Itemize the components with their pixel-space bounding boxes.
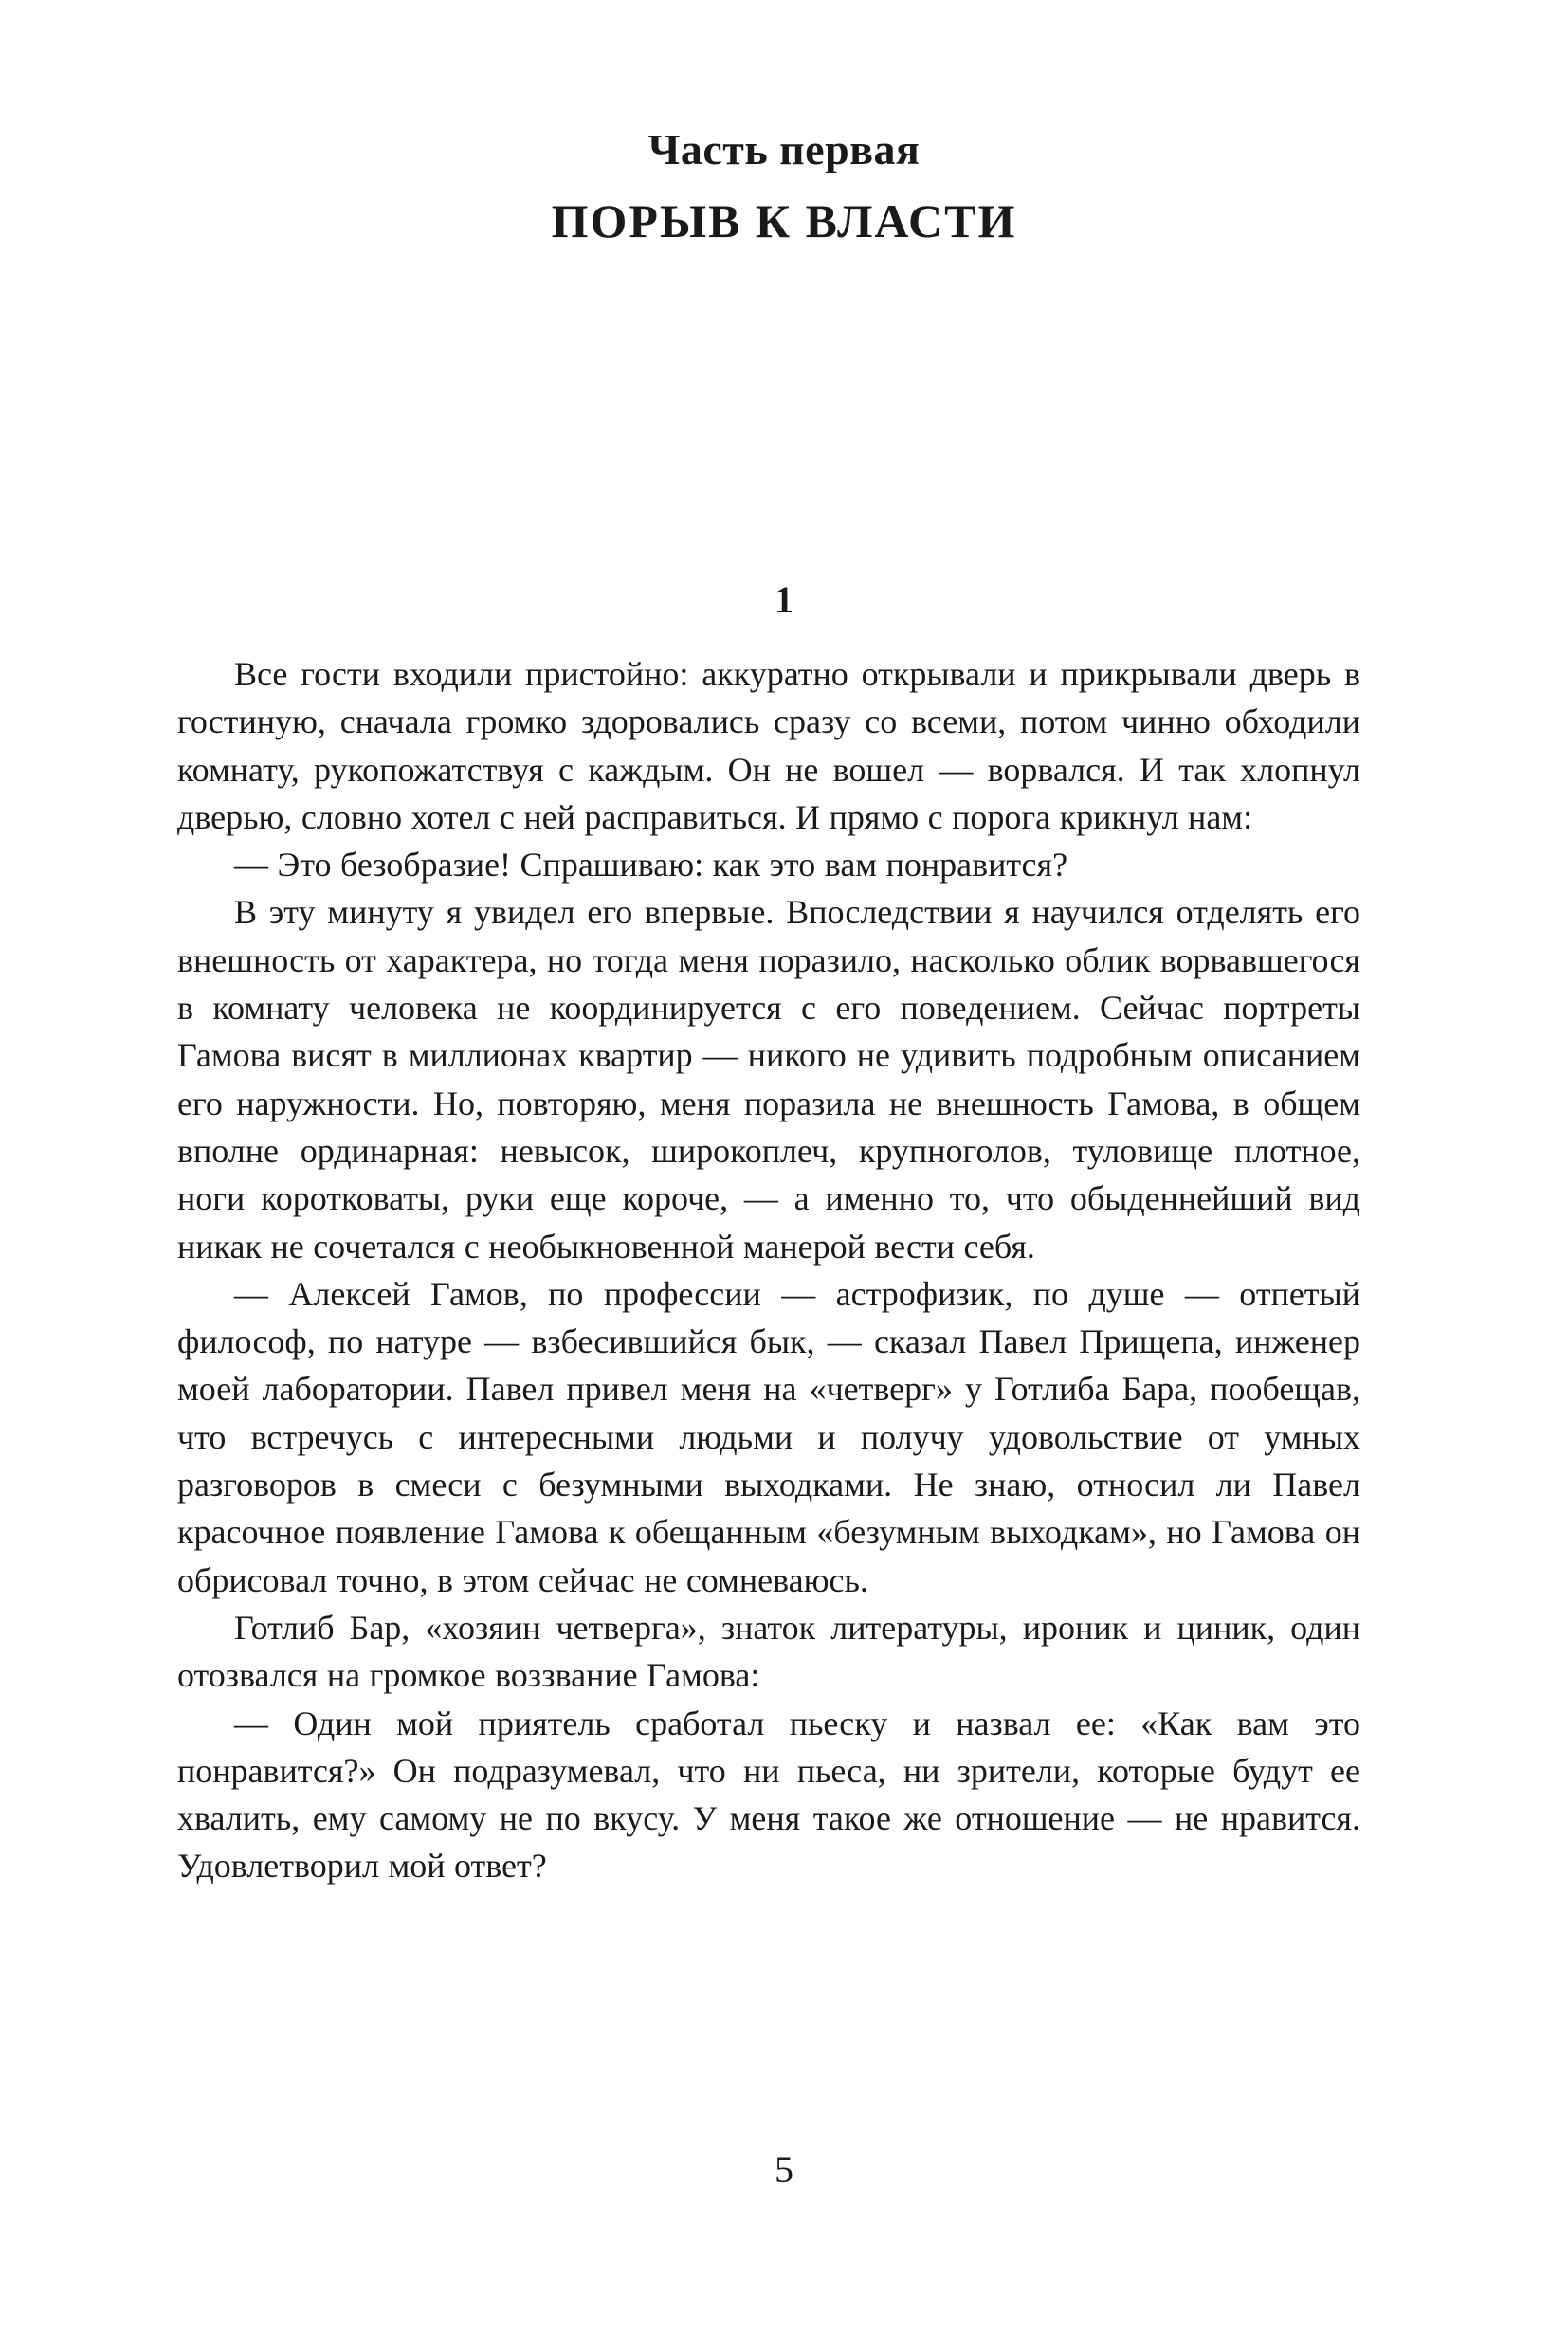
paragraph: Готлиб Бар, «хозяин четверга», знаток литературы, ироник и циник, один отозвался на громкое воззвание Гамова: [177,1608,1360,1695]
part-title: ПОРЫВ К ВЛАСТИ [551,194,1017,247]
paragraph: В эту минуту я увидел его впервые. Впоследствии я научился отделять его внешность от характера, но тогда меня поразило, насколько облик ворвавшегося в комнату человека не координируется с его поведением. Сейчас портреты Гамова висят в миллионах квартир — никого не удивить подробным описанием его наружности. Но, повторяю, меня поразила не внешность Гамова, в общем вполне ординарная: невысок, широкоплеч, крупноголов, туловище плотное, ноги коротковаты, руки еще короче, — а именно то, что обыденнейший вид никак не сочетался с необыкновенной манерой вести себя. [177,893,1360,1266]
paragraph: Все гости входили пристойно: аккуратно открывали и прикрывали дверь в гостиную, сначала громко здоровались сразу со всеми, потом чинно обходили комнату, рукопожатствуя с каждым. Он не вошел — ворвался. И так хлопнул дверью, словно хотел с ней расправиться. И прямо с порога крикнул нам: [177,655,1360,836]
paragraph: — Алексей Гамов, по профессии — астрофизик, по душе — отпетый философ, по натуре — взбесившийся бык, — сказал Павел Прищепа, инженер моей лаборатории. Павел привел меня на «четверг» у Готлиба Бара, пообещав, что встречусь с интересными людьми и получу удовольствие от умных разговоров в смеси с безумными выходками. Не знаю, относил ли Павел красочное появление Гамова к обещанным «безумным выходкам», но Гамова он обрисовал точно, в этом сейчас не сомневаюсь. [177,1274,1360,1599]
body-text [177,650,1360,1890]
chapter-number: 1 [775,578,793,621]
paragraph: — Один мой приятель сработал пьеску и назвал ее: «Как вам это понравится?» Он подразумевал, что ни пьеса, ни зрители, которые будут ее хвалить, ему самому не по вкусу. У меня такое же отношение — не нравится. Удовлетворил мой ответ? [177,1704,1360,1886]
page-number: 5 [775,2148,793,2191]
part-label: Часть первая [647,125,921,173]
paragraph: — Это безобразие! Спрашиваю: как это вам понравится? [234,846,1068,884]
